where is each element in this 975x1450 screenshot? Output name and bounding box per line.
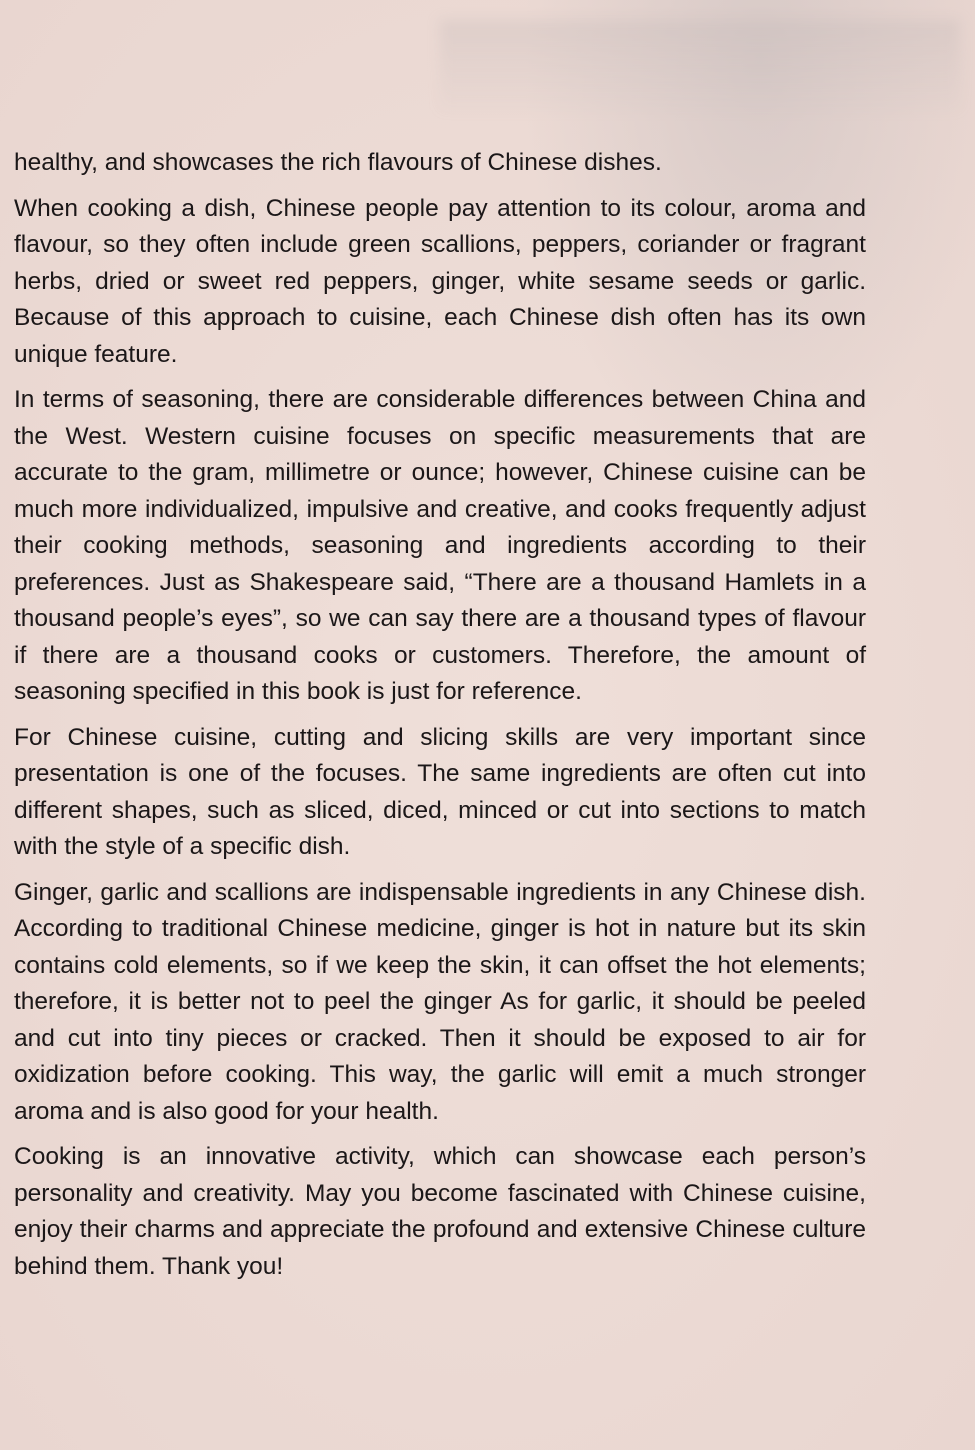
paragraph-colour-aroma: When cooking a dish, Chinese people pay attention to its colour, aroma and flavour, so they often include green scallions, peppers, coriander or fragrant herbs, dried or sweet red peppers, ginger, white sesame seeds or garlic. Because of this approach to cuisine, each Chinese dish often has its own unique feature. [14,194,866,368]
show-through-shadow [440,20,960,110]
paragraph-ginger-garlic: Ginger, garlic and scallions are indispensable ingredients in any Chinese dish. According to traditional Chinese medicine, ginger is hot in nature but its skin contains cold elements, so if we keep the skin, it can offset the hot elements; therefore, it is better not to peel the ginger As for garlic, it should be peeled and cut into tiny pieces or cracked. Then it should be exposed to air for oxidization before cooking. This way, the garlic will emit a much stronger aroma and is also good for your health. [14,878,866,1125]
paragraph-seasoning: In terms of seasoning, there are considerable differences between China and the West. Western cuisine focuses on specific measurements that are accurate to the gram, millimetre or ounce; however, Chinese cuisine can be much more individualized, impulsive and creative, and cooks frequently adjust their cooking methods, seasoning and ingredients according to their preferences. Just as Shakespeare said, “There are a thousand Hamlets in a thousand people’s eyes”, so we can say there are a thousand types of flavour if there are a thousand cooks or customers. Therefore, the amount of seasoning specified in this book is just for reference. [14,386,866,705]
paragraph-continuation: healthy, and showcases the rich flavours of Chinese dishes. [14,149,662,176]
body-text [14,145,866,1294]
paragraph-closing: Cooking is an innovative activity, which can showcase each person’s personality and creativity. May you become fascinated with Chinese cuisine, enjoy their charms and appreciate the profound and extensive Chinese culture behind them. Thank you! [14,1143,866,1280]
paragraph-cutting: For Chinese cuisine, cutting and slicing skills are very important since presentation is one of the focuses. The same ingredients are often cut into different shapes, such as sliced, diced, minced or cut into sections to match with the style of a specific dish. [14,723,866,860]
